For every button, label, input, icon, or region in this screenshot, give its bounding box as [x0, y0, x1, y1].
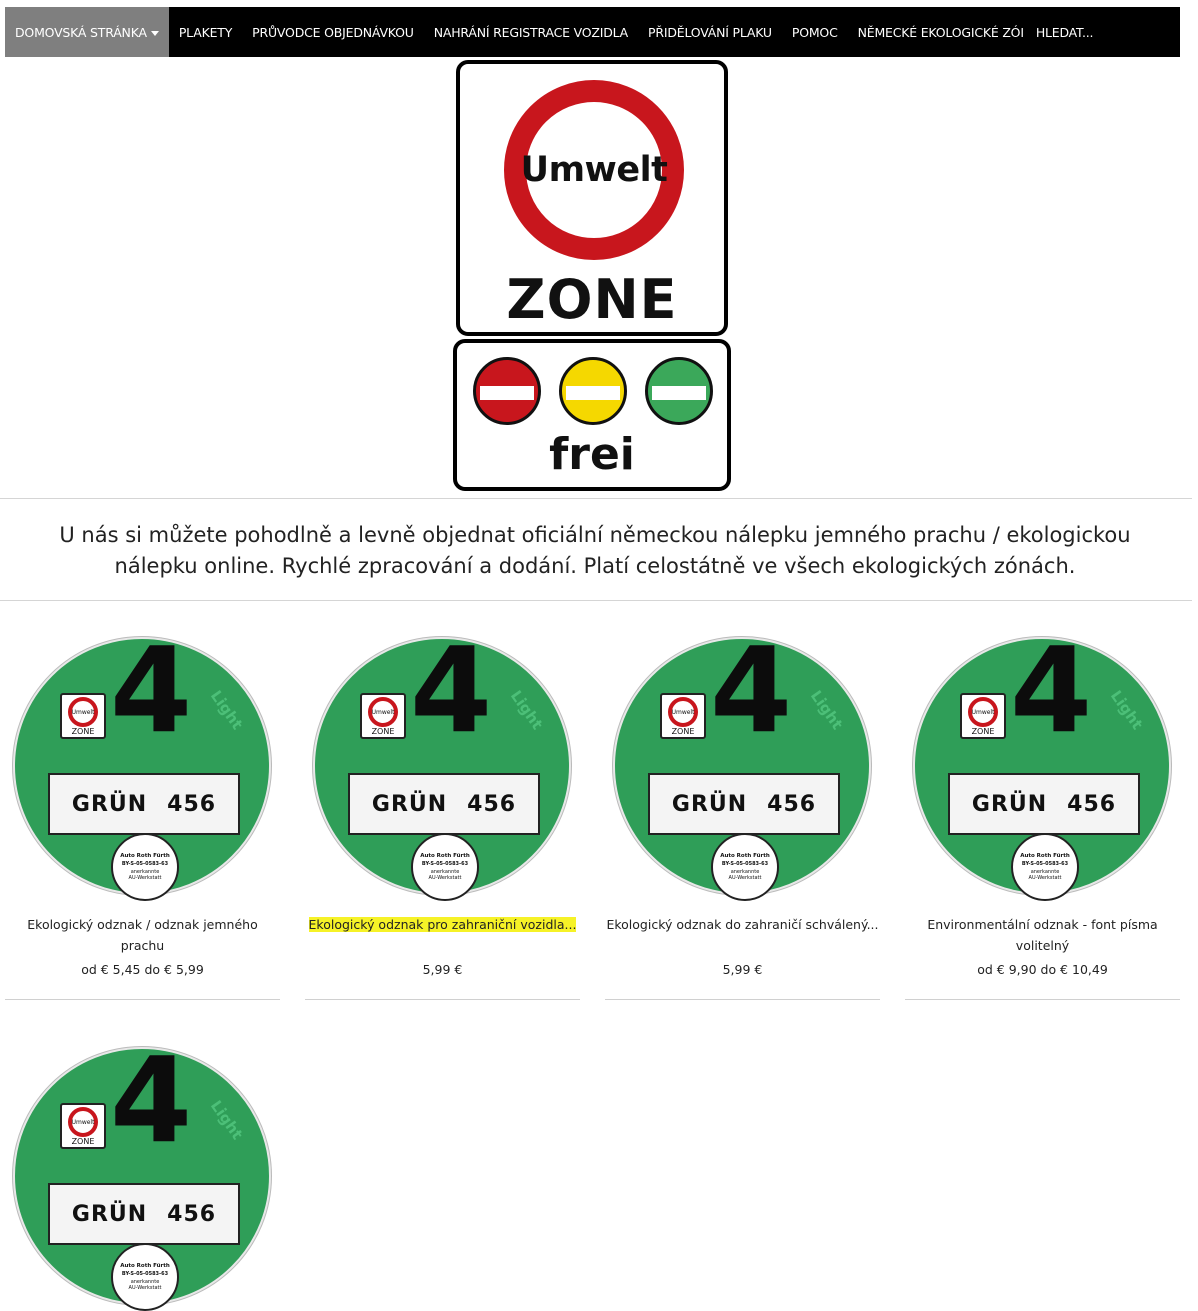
plate-number: 456 — [167, 1201, 217, 1227]
eco-badge-image[interactable] — [613, 621, 871, 895]
workshop-stamp — [111, 1243, 179, 1311]
stamp-line-3: anerkannte — [430, 869, 460, 875]
plate-word: GRÜN — [371, 791, 448, 817]
product-divider — [605, 999, 880, 1000]
mini-zone-text: ZONE — [71, 1137, 95, 1146]
product-price: 5,99 € — [422, 962, 463, 977]
product-price: od € 9,90 do € 10,49 — [977, 962, 1108, 977]
nav-help[interactable]: POMOC — [791, 24, 838, 40]
stamp-line-3: anerkannte — [730, 869, 760, 875]
nav-german-eco-zones[interactable]: NĚMECKÉ EKOLOGICKÉ ZÓI — [857, 24, 1024, 40]
eco-badge-image[interactable] — [13, 1031, 271, 1305]
plate-number: 456 — [1067, 791, 1117, 817]
mini-zone-text: ZONE — [371, 727, 395, 736]
umwelt-zone-icon — [360, 693, 406, 739]
stamp-line-3: anerkannte — [130, 1279, 160, 1285]
product-card[interactable] — [605, 0, 880, 1000]
badge-number: 4 — [110, 1031, 193, 1169]
stamp-line-1: Auto Roth Fürth — [720, 853, 770, 859]
license-plate-field — [348, 773, 540, 835]
nav-order-guide[interactable]: PRŮVODCE OBJEDNÁVKOU — [252, 24, 414, 40]
badge-light-text: Light — [206, 1097, 247, 1143]
stamp-line-1: Auto Roth Fürth — [420, 853, 470, 859]
umwelt-zone-icon — [60, 1103, 106, 1149]
plate-number: 456 — [767, 791, 817, 817]
product-price: 5,99 € — [722, 962, 763, 977]
stamp-line-1: Auto Roth Fürth — [120, 853, 170, 859]
mini-zone-text: ZONE — [71, 727, 95, 736]
product-title[interactable] — [305, 914, 580, 935]
nav-search[interactable]: HLEDAT... — [1035, 24, 1094, 40]
product-title[interactable] — [5, 914, 280, 956]
stamp-line-1: Auto Roth Fürth — [120, 1263, 170, 1269]
plate-word: GRÜN — [971, 791, 1048, 817]
stamp-line-3: anerkannte — [130, 869, 160, 875]
license-plate-field — [48, 773, 240, 835]
product-card[interactable] — [5, 0, 280, 1000]
umwelt-zone-icon — [960, 693, 1006, 739]
stamp-line-4: AU-Werkstatt — [728, 875, 762, 881]
license-plate-field — [48, 1183, 240, 1245]
plate-word: GRÜN — [671, 791, 748, 817]
badge-number: 4 — [410, 621, 493, 759]
workshop-stamp — [111, 833, 179, 901]
nav-plaque-assignment[interactable]: PŘIDĚLOVÁNÍ PLAKU — [648, 24, 772, 40]
nav-upload-registration[interactable]: NAHRÁNÍ REGISTRACE VOZIDLA — [433, 24, 629, 40]
product-divider — [5, 999, 280, 1000]
product-title-text: Ekologický odznak pro zahraniční vozidla... — [308, 917, 577, 932]
badge-number: 4 — [110, 621, 193, 759]
stamp-line-2: BY-S-05-0583-63 — [1021, 861, 1069, 867]
license-plate-field — [648, 773, 840, 835]
product-card[interactable] — [905, 0, 1180, 1000]
nav-home-label: DOMOVSKÁ STRÁNKA — [15, 24, 147, 40]
stamp-line-4: AU-Werkstatt — [428, 875, 462, 881]
eco-badge-image[interactable] — [13, 621, 271, 895]
plate-number: 456 — [467, 791, 517, 817]
intro-text: U nás si můžete pohodlně a levně objednat oficiální německou nálepku jemného prachu / ekologickou nálepku online. Rychlé zpracování a dodání. Platí celostátně ve všech ekologických zónách. — [59, 523, 1131, 578]
badge-light-text: Light — [506, 687, 547, 733]
umwelt-zone-icon — [60, 693, 106, 739]
badge-light-text: Light — [1106, 687, 1147, 733]
product-title-text: Ekologický odznak / odznak jemného prachu — [27, 917, 258, 953]
product-price: od € 5,45 do € 5,99 — [81, 962, 204, 977]
stamp-line-4: AU-Werkstatt — [128, 875, 162, 881]
product-divider — [905, 999, 1180, 1000]
mini-ring-text: Umwelt — [371, 708, 395, 716]
ring-text: Umwelt — [520, 150, 668, 190]
plate-word: GRÜN — [71, 791, 148, 817]
eco-badge-image[interactable] — [913, 621, 1171, 895]
product-title-text: Environmentální odznak - font písma volitelný — [927, 917, 1158, 953]
product-title-text: Ekologický odznak do zahraničí schválený... — [606, 917, 879, 932]
stamp-line-4: AU-Werkstatt — [128, 1285, 162, 1291]
workshop-stamp — [1011, 833, 1079, 901]
mini-ring-text: Umwelt — [971, 708, 995, 716]
product-title[interactable] — [605, 914, 880, 935]
stamp-line-4: AU-Werkstatt — [1028, 875, 1062, 881]
zone-text: ZONE — [506, 268, 678, 331]
mini-ring-text: Umwelt — [71, 1118, 95, 1126]
mini-ring-text: Umwelt — [671, 708, 695, 716]
plate-word: GRÜN — [71, 1201, 148, 1227]
mini-zone-text: ZONE — [671, 727, 695, 736]
stamp-line-3: anerkannte — [1030, 869, 1060, 875]
stamp-line-2: BY-S-05-0583-63 — [121, 861, 169, 867]
mini-ring-text: Umwelt — [71, 708, 95, 716]
nav-plakety[interactable]: PLAKETY — [178, 24, 233, 40]
workshop-stamp — [411, 833, 479, 901]
plate-number: 456 — [167, 791, 217, 817]
umwelt-zone-icon — [660, 693, 706, 739]
badge-light-text: Light — [806, 687, 847, 733]
eco-badge-image[interactable] — [313, 621, 571, 895]
badge-light-text: Light — [206, 687, 247, 733]
workshop-stamp — [711, 833, 779, 901]
frei-text: frei — [549, 429, 635, 480]
product-title[interactable] — [905, 914, 1180, 956]
product-card[interactable] — [305, 0, 580, 1000]
product-divider — [305, 999, 580, 1000]
stamp-line-1: Auto Roth Fürth — [1020, 853, 1070, 859]
stamp-line-2: BY-S-05-0583-63 — [421, 861, 469, 867]
badge-number: 4 — [710, 621, 793, 759]
stamp-line-2: BY-S-05-0583-63 — [721, 861, 769, 867]
stamp-line-2: BY-S-05-0583-63 — [121, 1271, 169, 1277]
badge-number: 4 — [1010, 621, 1093, 759]
mini-zone-text: ZONE — [971, 727, 995, 736]
license-plate-field — [948, 773, 1140, 835]
